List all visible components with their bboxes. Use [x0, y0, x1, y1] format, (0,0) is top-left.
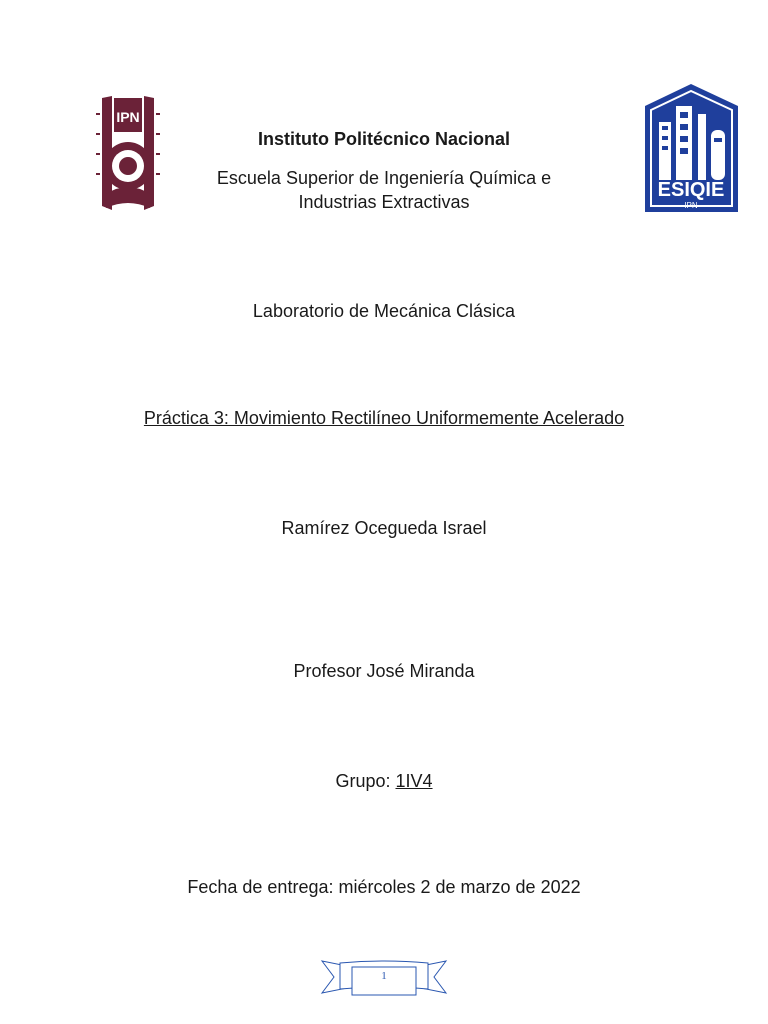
institution-name: Instituto Politécnico Nacional	[257, 129, 511, 149]
practice-title-text: Práctica 3: Movimiento Rectilíneo Uniformemente Acelerado	[143, 408, 625, 428]
school-name: Escuela Superior de Ingeniería Química e Industrias Extractivas	[216, 168, 552, 212]
group-label: Grupo:	[335, 771, 396, 791]
ipn-logo-icon	[92, 94, 164, 214]
laboratory-name: Laboratorio de Mecánica Clásica	[252, 301, 516, 321]
student-name: Ramírez Ocegueda Israel	[281, 518, 487, 538]
page-number: 1	[381, 970, 387, 982]
svg-text:IPN: IPN	[684, 201, 698, 210]
delivery-date: Fecha de entrega: miércoles 2 de marzo de 2022	[187, 877, 581, 897]
svg-text:IPN: IPN	[116, 109, 140, 125]
group-value: 1IV4	[395, 771, 433, 791]
practice-title	[0, 407, 768, 429]
svg-text:ESIQIE: ESIQIE	[657, 179, 725, 201]
group-line	[0, 770, 768, 792]
professor-name: Profesor José Miranda	[293, 661, 475, 681]
